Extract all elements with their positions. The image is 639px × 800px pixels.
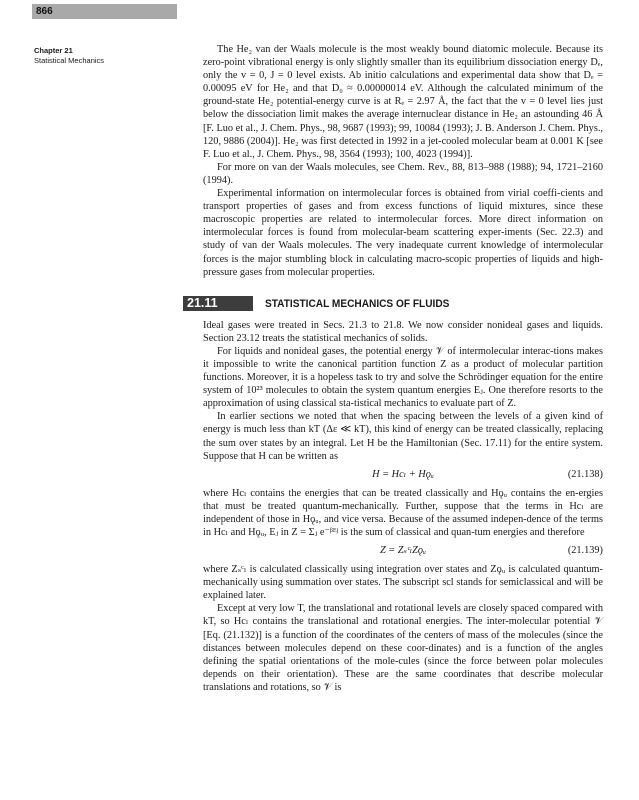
paragraph: Except at very low T, the translational and rotational levels are closely spaced compared with kT, so Hсₗ contains the translational and rotational energies. The inter-molecular potential 𝒱 [Eq. (21.132)] is a function of the coordinates of the centers of mass of the molecules (since the distances between molecules depend on these coor-dinates) and is a function of the angles defining the spatial orientations of the mole-cules (since the force between polar molecules depends on their orientation). These are the same coordinates that describe molecular translations and rotations, so 𝒱 is (203, 603, 603, 693)
page-number-bar (32, 4, 177, 19)
section-number: 21.11 (187, 295, 218, 310)
paragraph: The He₂ van der Waals molecule is the most weakly bound diatomic molecule. Because its zero-point vibrational energy is only slightly smaller than its equilibrium dissociation energy Dₑ, only the v = 0, J = 0 level exists. Ab initio calculations and experimental data show that Dₑ = 0.00095 eV for He₂ and that D₀ ≈ 0.00000014 eV. Although the calculated minimum of the ground-state He₂ potential-energy curve is at Rₑ = 2.97 Å, the fact that the v = 0 level lies just below the dissociation limit makes the average internuclear distance in He₂ an astounding 46 Å [F. Luo et al., J. Chem. Phys., 98, 9687 (1993); 99, 10084 (1993); J. B. Anderson J. Chem. Phys., 120, 9886 (2004)]. He₂ was first detected in 1992 in a jet-cooled molecular beam at 0.001 K [see F. Luo et al., J. Chem. Phys., 98, 3564 (1993); 100, 4023 (1994)]. (203, 44, 603, 160)
chapter-sidebar (34, 46, 104, 66)
section-title: STATISTICAL MECHANICS OF FLUIDS (265, 297, 450, 310)
section-heading (187, 295, 603, 311)
equation-body: H = Hсₗ + Hǫᵤ (372, 468, 434, 480)
equation (203, 466, 603, 484)
equation-number: (21.139) (567, 545, 603, 557)
main-text (187, 43, 603, 694)
paragraph: Ideal gases were treated in Secs. 21.3 to 21.8. We now consider nonideal gases and liquids. Section 23.12 treats the statistical mechanics of solids. (203, 319, 603, 344)
chapter-number: Chapter 21 (34, 46, 73, 55)
paragraph: Experimental information on intermolecular forces is obtained from virial coeffi-cients and transport properties of gases and from excess functions of liquid mixtures, since these macroscopic properties are related to intermolecular forces. More direct information on intermolecular forces is found from molecular-beam scattering exper-iments (Sec. 22.3) and study of van der Waals molecules. The very inadequate current knowledge of intermolecular forces is the major stumbling block in calculating macro-scopic properties of liquids and high-pressure gases from molecular properties. (203, 188, 603, 278)
equation-body: Z = ZₛᶜₗZǫᵤ (379, 545, 427, 557)
page-number: 866 (36, 6, 53, 17)
equation-number: (21.138) (567, 468, 603, 480)
paragraph: For liquids and nonideal gases, the potential energy 𝒱 of intermolecular interac-tions makes it impossible to write the canonical partition function Z as a product of molecular partition functions. Moreover, it is a hopeless task to try and solve the Schrödinger equation for the entire system of 10²³ molecules to obtain the system quantum energies Eⱼ. One therefore resorts to the approximation of using classical sta-tistical mechanics to evaluate part of Z. (203, 345, 603, 410)
paragraph: In earlier sections we noted that when the spacing between the levels of a given kind of energy is much less than kT (Δε ≪ kT), this kind of energy can be treated classically, replacing the sum over states by an integral. Let H be the Hamiltonian (Sec. 17.11) for the entire system. Suppose that H can be written as (203, 411, 603, 462)
paragraph: where Zₛᶜₗ is calculated classically using integration over states and Zǫᵤ is calculated quantum-mechanically using summation over states. The subscript scl stands for semiclassical and will be explained later. (203, 564, 603, 602)
paragraph: where Hсₗ contains the energies that can be treated classically and Hǫᵤ contains the en-ergies that must be treated quantum-mechanically. Further, suppose that the terms in Hсₗ are independent of those in Hǫᵤ, and vice versa. Because of the assumed indepen-dence of the terms in Hсₗ and Hǫᵤ, Eⱼ in Z = Σⱼ e⁻ᵝᴱʲ is the sum of classical and quan-tum energies and therefore (203, 487, 603, 538)
equation (203, 542, 603, 560)
paragraph: For more on van der Waals molecules, see Chem. Rev., 88, 813–988 (1988); 94, 1721–2160 (1994). (203, 161, 603, 186)
chapter-title: Statistical Mechanics (34, 56, 105, 65)
